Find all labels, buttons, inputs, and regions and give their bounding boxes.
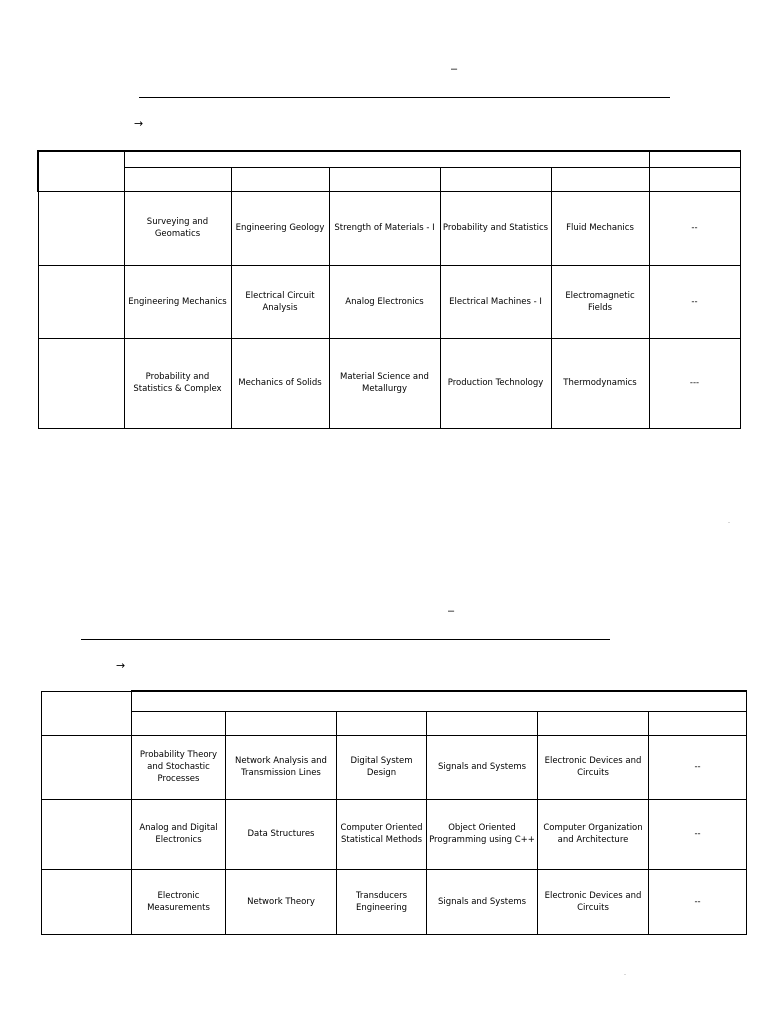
header-cell [440, 167, 551, 191]
table-subheader-row [38, 167, 740, 191]
section1-title-rule [139, 97, 670, 98]
subject-cell: Fluid Mechanics [551, 191, 649, 265]
table-row [42, 799, 747, 869]
section2-course-table [41, 690, 747, 935]
table-row [38, 265, 740, 338]
header-cell [132, 711, 226, 735]
section1-footer-mark: - [728, 520, 730, 526]
row-label-cell [38, 191, 124, 265]
subject-cell: Signals and Systems [427, 869, 538, 934]
section2-arrow-icon: → [116, 659, 126, 672]
last-cell: --- [649, 338, 740, 428]
header-cell [551, 167, 649, 191]
header-cell [231, 167, 329, 191]
header-cell [124, 167, 231, 191]
subject-cell: Probability and Statistics [440, 191, 551, 265]
header-cell [42, 691, 132, 735]
subject-cell: Electronic Devices and Circuits [538, 735, 649, 799]
subject-cell: Object Oriented Programming using C++ [427, 799, 538, 869]
section1-course-table [37, 150, 741, 429]
table-row [42, 869, 747, 934]
table-row [38, 338, 740, 428]
subject-cell: Transducers Engineering [337, 869, 427, 934]
subject-cell: Mechanics of Solids [231, 338, 329, 428]
table-row [42, 735, 747, 799]
header-cell [427, 711, 538, 735]
subject-cell: Network Analysis and Transmission Lines [226, 735, 337, 799]
subject-cell: Digital System Design [337, 735, 427, 799]
section2-title-rule [81, 639, 610, 640]
subject-cell: Electronic Measurements [132, 869, 226, 934]
header-cell [649, 167, 740, 191]
table-header-row [42, 691, 747, 711]
section2-title-dash: – [448, 605, 455, 617]
subject-cell: Thermodynamics [551, 338, 649, 428]
section1-arrow-icon: → [134, 117, 144, 130]
section1-title-dash: – [451, 63, 458, 75]
subject-cell: Analog Electronics [329, 265, 440, 338]
subject-cell: Engineering Geology [231, 191, 329, 265]
header-cell [538, 711, 649, 735]
row-label-cell [42, 869, 132, 934]
row-label-cell [38, 338, 124, 428]
table-row [38, 191, 740, 265]
header-cell [124, 151, 649, 167]
row-label-cell [42, 799, 132, 869]
subject-cell: Electromagnetic Fields [551, 265, 649, 338]
subject-cell: Data Structures [226, 799, 337, 869]
subject-cell: Probability and Statistics & Complex [124, 338, 231, 428]
table-header-row [38, 151, 740, 167]
row-label-cell [38, 265, 124, 338]
subject-cell: Strength of Materials - I [329, 191, 440, 265]
table-subheader-row [42, 711, 747, 735]
subject-cell: Electrical Machines - I [440, 265, 551, 338]
header-cell [226, 711, 337, 735]
last-cell: -- [649, 191, 740, 265]
section2-footer-mark: - [624, 972, 626, 978]
header-cell [38, 151, 124, 191]
header-cell [649, 711, 747, 735]
subject-cell: Network Theory [226, 869, 337, 934]
subject-cell: Engineering Mechanics [124, 265, 231, 338]
subject-cell: Analog and Digital Electronics [132, 799, 226, 869]
subject-cell: Electronic Devices and Circuits [538, 869, 649, 934]
subject-cell: Material Science and Metallurgy [329, 338, 440, 428]
subject-cell: Computer Oriented Statistical Methods [337, 799, 427, 869]
subject-cell: Electrical Circuit Analysis [231, 265, 329, 338]
subject-cell: Surveying and Geomatics [124, 191, 231, 265]
last-cell: -- [649, 735, 747, 799]
subject-cell: Computer Organization and Architecture [538, 799, 649, 869]
subject-cell: Production Technology [440, 338, 551, 428]
row-label-cell [42, 735, 132, 799]
header-cell [329, 167, 440, 191]
header-cell [132, 691, 747, 711]
header-cell [649, 151, 740, 167]
subject-cell: Signals and Systems [427, 735, 538, 799]
last-cell: -- [649, 265, 740, 338]
last-cell: -- [649, 799, 747, 869]
header-cell [337, 711, 427, 735]
subject-cell: Probability Theory and Stochastic Processes [132, 735, 226, 799]
last-cell: -- [649, 869, 747, 934]
